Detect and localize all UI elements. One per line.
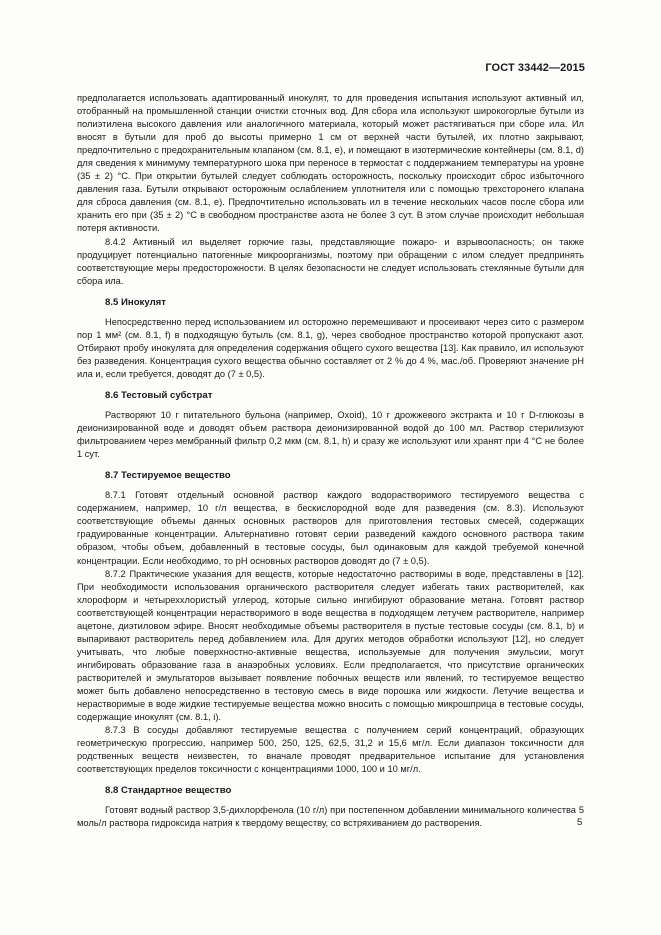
paragraph-8-8: Готовят водный раствор 3,5-дихлорфенола (10 г/л) при постепенном добавлении минимального количества 5 моль/л раствора гидроксида натрия к твердому веществу, со встряхиванием до растворения. bbox=[77, 805, 584, 829]
section-heading-8-6: 8.6 Тестовый субстрат bbox=[105, 389, 213, 401]
paragraph-8-6: Растворяют 10 г питательного бульона (например, Oxoid), 10 г дрожжевого экстракта и 10 г D-глюкозы в деионизированной воде и доводят объем раствора деионизированной водой до 100 мл. Раствор стерилизуют фильтрованием через мембранный фильтр 0,2 мкм (см. 8.1, h) и сразу же используют или хранят при 4 °С не более 1 сут. bbox=[77, 410, 584, 460]
section-heading-8-8: 8.8 Стандартное вещество bbox=[105, 785, 232, 797]
paragraph-8-7-1: 8.7.1 Готовят отдельный основной раствор каждого водорастворимого тестируемого вещества с содержанием, например, 10 г/л вещества, в бескислородной воде для разведения (см. 8.3). Используют соответствующие объемы данных основных растворов для приготовления тестовых смесей, содержащих градуированные концентрации. Альтернативно готовят серии разведений каждого основного раствора таким образом, чтобы объем, добавленный в тестовые сосуды, был одинаковым для каждой требуемой конечной концентрации. Если необходимо, то pH основных растворов доводят до (7 ± 0,5). bbox=[77, 490, 584, 566]
paragraph-8-7-2: 8.7.2 Практические указания для веществ, которые недостаточно растворимы в воде, представлены в [12]. При необходимости использования органического растворителя следует избегать таких растворителей, как хлороформ и четыреххлористый углерод, которые сильно ингибируют образование метана. Готовят раствор соответствующей концентрации нерастворимого в воде вещества в подходящем летучем растворителе, например ацетоне, диэтиловом эфире. Вносят необходимые объемы растворителя в пустые тестовые сосуды (см. 8.1, b) и выпаривают растворитель перед добавлением ила. Для других методов обработки используют [12], но следует учитывать, что любые поверхностно-активные вещества, используемые для получения эмульсии, могут ингибировать образование газа в анаэробных условиях. Если предполагается, что присутствие органических растворителей и эмульгаторов вызывает появление побочных веществ или явлений, то тестируемое вещество может быть добавлено непосредственно в тестовую смесь в виде порошка или жидкости. Летучие вещества и нерастворимые в воде жидкие тестируемые вещества можно вносить с помощью микрошприца в тестовые сосуды, содержащие инокулят (см. 8.1, i). bbox=[77, 568, 584, 723]
section-heading-8-7: 8.7 Тестируемое вещество bbox=[105, 470, 231, 482]
paragraph-8-7-3: 8.7.3 В сосуды добавляют тестируемые вещества с получением серий концентраций, образующих геометрическую прогрессию, например 500, 250, 125, 62,5, 31,2 и 15,6 мг/л. Если диапазон токсичности для родственных веществ неизвестен, то вначале проводят предварительное испытание для установления соответствующих пределов токсичности с концентрациями 1000, 100 и 10 мг/л. bbox=[77, 725, 584, 775]
page-body bbox=[77, 92, 584, 830]
paragraph-continued: предполагается использовать адаптированный инокулят, то для проведения испытания используют активный ил, отобранный на промышленной станции очистки сточных вод. Для сбора ила используют широкогорлые бутыли из полиэтилена высокого давления или аналогичного материала, который может растягиваться при сборе ила. Ил вносят в бутыли для проб до высоты примерно 1 см от верхней части бутылей, их плотно закрывают, предпочтительно с предохранительным клапаном (см. 8.1, е), и помещают в изотермические контейнеры (см. 8.1, d) для сведения к минимуму температурного шока при переносе в термостат с поддержанием температуры на уровне (35 ± 2) °С. При открытии бутылей следует соблюдать осторожность, поскольку происходит сброс избыточного давления газа. Бутыли открывают осторожным ослаблением уплотнителя или с помощью трехсторонего клапана для сброса давления (см. 8.1, е). Предпочтительно использовать ил в течение нескольких часов после сбора или хранить его при (35 ± 2) °С в свободном пространстве азота не более 3 сут. В этом случае происходит небольшая потеря активности. bbox=[77, 93, 584, 234]
page-number: 5 bbox=[577, 817, 583, 828]
paragraph-8-5: Непосредственно перед использованием ил осторожно перемешивают и просеивают через сито с размером пор 1 мм² (см. 8.1, f) в подходящую бутыль (см. 8.1, g), через свободное пространство которой пропускают азот. Отбирают пробу инокулята для определения содержания общего сухого вещества [13]. Как правило, ил используют без разведения. Концентрация сухого вещества обычно составляет от 2 % до 4 %, мас./об. Проверяют значение pH ила и, если требуется, доводят до (7 ± 0,5). bbox=[77, 316, 584, 379]
paragraph-8-4-2: 8.4.2 Активный ил выделяет горючие газы, представляющие пожаро- и взрывоопасность; он также продуцирует потенциально патогенные микроорганизмы, поэтому при обращении с илом следует предпринять соответствующие меры предосторожности. В целях безопасности не следует использовать стеклянные бутыли для сбора ила. bbox=[77, 236, 584, 286]
section-heading-8-5: 8.5 Инокулят bbox=[105, 296, 166, 308]
document-code: ГОСТ 33442—2015 bbox=[485, 62, 585, 74]
